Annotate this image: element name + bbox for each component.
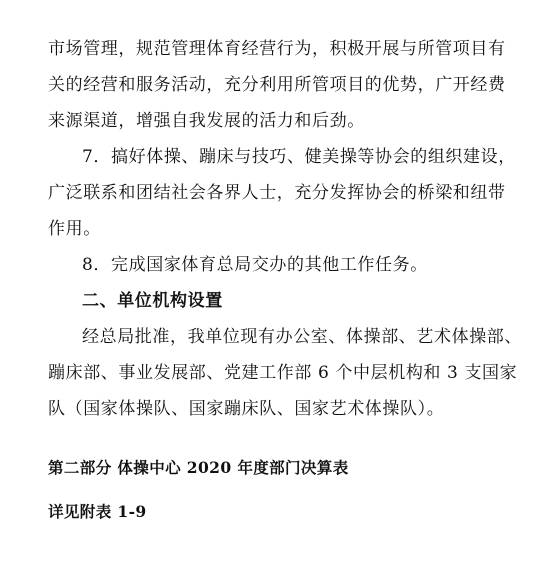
paragraph-line: 经总局批准，我单位现有办公室、体操部、艺术体操部、 [82, 327, 522, 347]
paragraph-line: 来源渠道，增强自我发展的活力和后劲。 [48, 111, 365, 131]
paragraph-line: 广泛联系和团结社会各界人士，充分发挥协会的桥梁和纽带 [48, 183, 506, 203]
paragraph-line: 作用。 [48, 219, 101, 239]
part-title: 第二部分 体操中心 2020 年度部门决算表 [48, 458, 349, 477]
paragraph-line: 蹦床部、事业发展部、党建工作部 6 个中层机构和 3 支国家 [48, 363, 518, 383]
paragraph-line: 市场管理，规范管理体育经营行为，积极开展与所管项目有 [48, 39, 506, 59]
section-heading: 二、单位机构设置 [82, 291, 223, 311]
paragraph-line: 8．完成国家体育总局交办的其他工作任务。 [82, 255, 428, 275]
attachment-reference: 详见附表 1-9 [48, 502, 147, 521]
paragraph-line: 7．搞好体操、蹦床与技巧、健美操等协会的组织建设， [82, 147, 516, 167]
paragraph-line: 关的经营和服务活动，充分利用所管项目的优势，广开经费 [48, 75, 506, 95]
paragraph-line: 队（国家体操队、国家蹦床队、国家艺术体操队）。 [48, 399, 445, 419]
